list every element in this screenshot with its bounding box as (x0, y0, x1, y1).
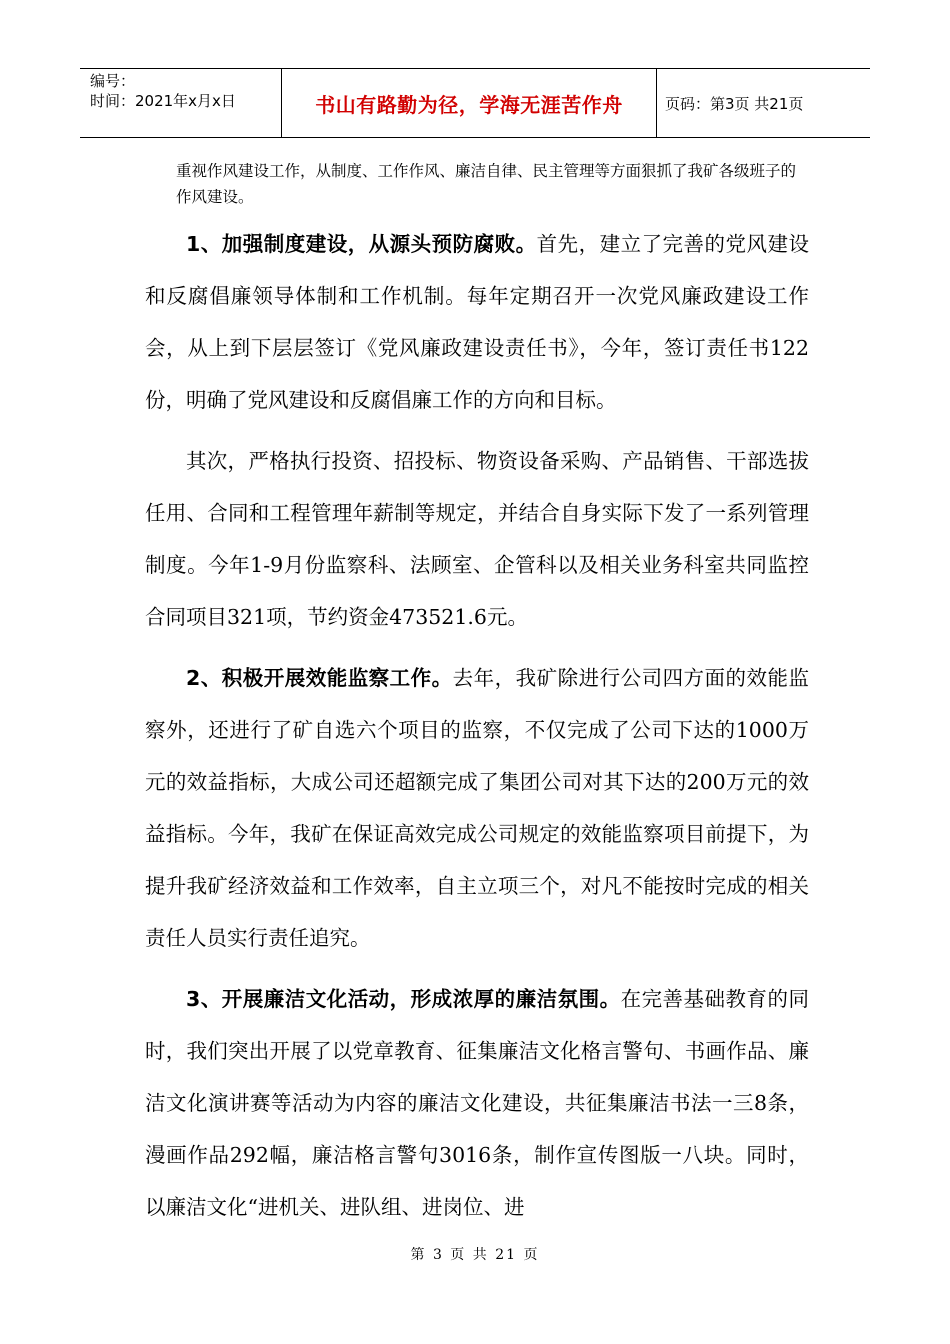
page-footer: 第 3 页 共 21 页 (410, 1247, 540, 1263)
header-motto: 书山有路勤为径，学海无涯苦作舟 (282, 69, 657, 137)
header-page-info: 页码：第3页 共21页 (665, 94, 804, 113)
paragraph-1 (145, 218, 809, 426)
paragraph-3 (145, 652, 809, 964)
paragraph-3-heading: 2、积极开展效能监察工作。 (186, 666, 453, 690)
paragraph-2-text: 其次，严格执行投资、招投标、物资设备采购、产品销售、干部选拔任用、合同和工程管理年薪制等规定，并结合自身实际下发了一系列管理制度。今年1-9月份监察科、法顾室、企管科以及相关业务科室共同监控合同项目321项，节约资金473521.6元。 (145, 449, 809, 629)
paragraph-4-heading: 3、开展廉洁文化活动，形成浓厚的廉洁氛围。 (186, 987, 621, 1011)
header-meta (80, 69, 282, 137)
paragraph-4 (145, 973, 809, 1233)
paragraph-1-text: 首先，建立了完善的党风建设和反腐倡廉领导体制和工作机制。每年定期召开一次党风廉政建设工作会，从上到下层层签订《党风廉政建设责任书》，今年，签订责任书122份，明确了党风建设和反腐倡廉工作的方向和目标。 (145, 232, 809, 412)
paragraph-4-text: 在完善基础教育的同时，我们突出开展了以党章教育、征集廉洁文化格言警句、书画作品、廉洁文化演讲赛等活动为内容的廉洁文化建设，共征集廉洁书法一三8条，漫画作品292幅，廉洁格言警句3016条，制作宣传图版一八块。同时，以廉洁文化“进机关、进队组、进岗位、进 (145, 987, 810, 1219)
page-header (80, 68, 870, 138)
paragraph-1-heading: 1、加强制度建设，从源头预防腐败。 (186, 232, 537, 256)
date-label: 时间：2021年x月x日 (90, 92, 236, 110)
serial-number-label: 编号： (90, 72, 136, 90)
intro-text: 重视作风建设工作，从制度、工作作风、廉洁自律、民主管理等方面狠抓了我矿各级班子的作风建设。 (176, 162, 797, 206)
paragraph-3-text: 去年，我矿除进行公司四方面的效能监察外，还进行了矿自选六个项目的监察，不仅完成了公司下达的1000万元的效益指标，大成公司还超额完成了集团公司对其下达的200万元的效益指标。今年，我矿在保证高效完成公司规定的效能监察项目前提下，为提升我矿经济效益和工作效率，自主立项三个，对凡不能按时完成的相关责任人员实行责任追究。 (145, 666, 810, 950)
paragraph-2 (145, 435, 809, 643)
document-body (145, 218, 809, 1242)
